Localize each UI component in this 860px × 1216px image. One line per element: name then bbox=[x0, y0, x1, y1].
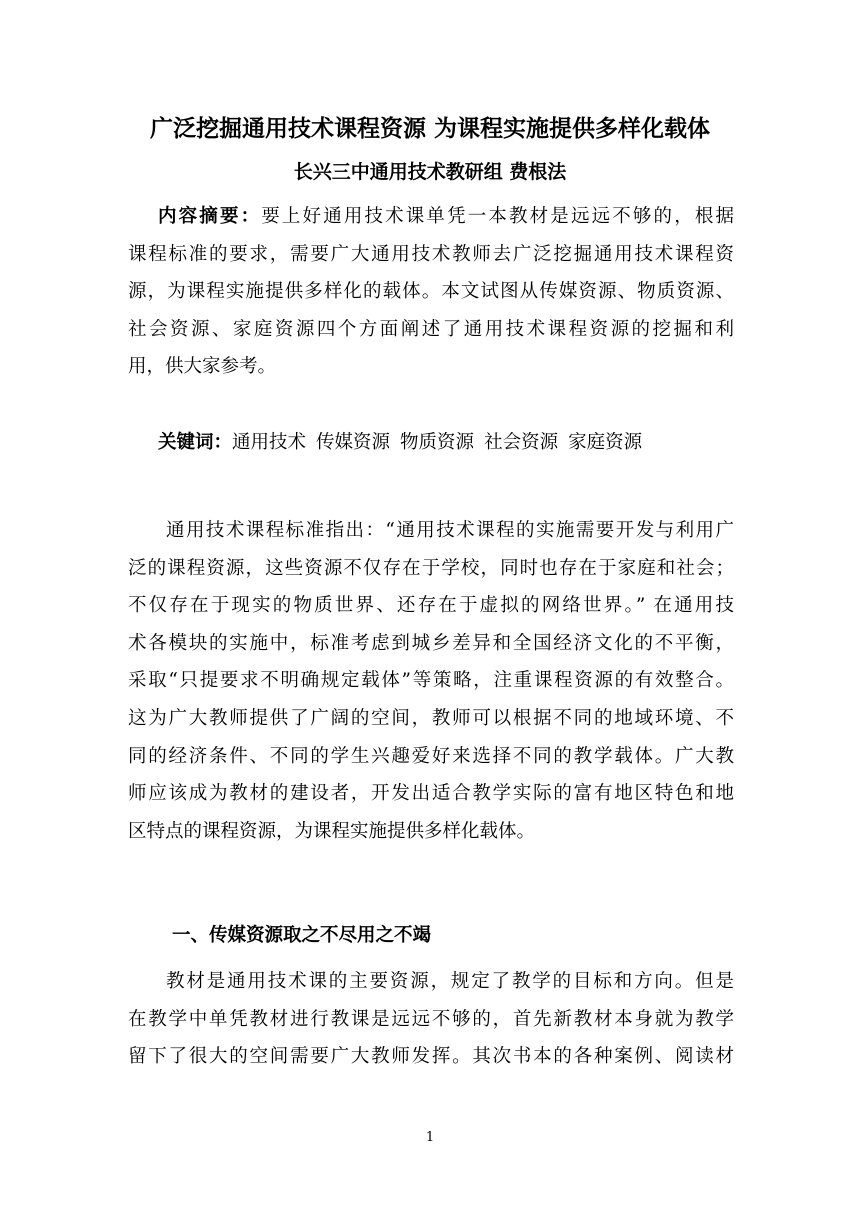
body-paragraph-2 bbox=[128, 963, 734, 1076]
abstract-line: 源，为课程实施提供多样化的载体。本文试图从传媒资源、物质资源、 bbox=[128, 281, 734, 303]
abstract-label: 内容摘要： bbox=[158, 206, 262, 227]
paragraph-line: 师应该成为教材的建设者，开发出适合教学实际的富有地区特色和地 bbox=[128, 783, 734, 805]
paragraph-line: 泛的课程资源，这些资源不仅存在于学校，同时也存在于家庭和社会； bbox=[128, 557, 734, 579]
paragraph-line: 不仅存在于现实的物质世界、还存在于虚拟的网络世界。” 在通用技 bbox=[128, 595, 734, 617]
keywords-line bbox=[128, 424, 734, 462]
paragraph-line: 在教学中单凭教材进行教课是远远不够的，首先新教材本身就为教学 bbox=[128, 1008, 734, 1030]
section-heading-text: 一、传媒资源取之不尽用之不竭 bbox=[172, 925, 432, 946]
paragraph-line: 同的经济条件、不同的学生兴趣爱好来选择不同的教学载体。广大教 bbox=[128, 745, 734, 767]
keyword-item: 通用技术 bbox=[232, 432, 307, 453]
keywords-row bbox=[128, 424, 734, 462]
keyword-item: 传媒资源 bbox=[316, 432, 391, 453]
paragraph-line: 这为广大教师提供了广阔的空间，教师可以根据不同的地域环境、不 bbox=[128, 707, 734, 729]
page-number: 1 bbox=[425, 1130, 435, 1145]
abstract-line: 社会资源、家庭资源四个方面阐述了通用技术课程资源的挖掘和利 bbox=[128, 318, 734, 340]
keyword-item: 社会资源 bbox=[484, 432, 559, 453]
paragraph-line: 术各模块的实施中，标准考虑到城乡差异和全国经济文化的不平衡， bbox=[128, 632, 734, 654]
paragraph-line: 区特点的课程资源，为课程实施提供多样化载体。 bbox=[128, 820, 536, 842]
abstract-paragraph bbox=[128, 198, 734, 386]
document-title: 广泛挖掘通用技术课程资源 为课程实施提供多样化载体 bbox=[149, 115, 710, 142]
paragraph-line: 教材是通用技术课的主要资源，规定了教学的目标和方向。但是 bbox=[166, 971, 734, 992]
keyword-item: 家庭资源 bbox=[568, 432, 643, 453]
abstract-line: 用，供大家参考。 bbox=[128, 356, 277, 378]
paragraph-line: 通用技术课程标准指出：“通用技术课程的实施需要开发与利用广 bbox=[166, 520, 734, 541]
abstract-line bbox=[128, 198, 734, 236]
section-heading bbox=[128, 917, 734, 955]
author-line: 长兴三中通用技术教研组 费根法 bbox=[293, 161, 567, 183]
keyword-item: 物质资源 bbox=[400, 432, 475, 453]
abstract-line: 课程标准的要求，需要广大通用技术教师去广泛挖掘通用技术课程资 bbox=[128, 243, 734, 265]
paragraph-line: 留下了很大的空间需要广大教师发挥。其次书本的各种案例、阅读材 bbox=[128, 1046, 734, 1068]
keywords-label: 关键词： bbox=[158, 432, 233, 453]
abstract-text: 要上好通用技术课单凭一本教材是远远不够的，根据 bbox=[261, 206, 734, 227]
paragraph-line: 采取“只提要求不明确规定载体”等策略，注重课程资源的有效整合。 bbox=[128, 670, 734, 692]
body-paragraph-1 bbox=[128, 512, 734, 850]
